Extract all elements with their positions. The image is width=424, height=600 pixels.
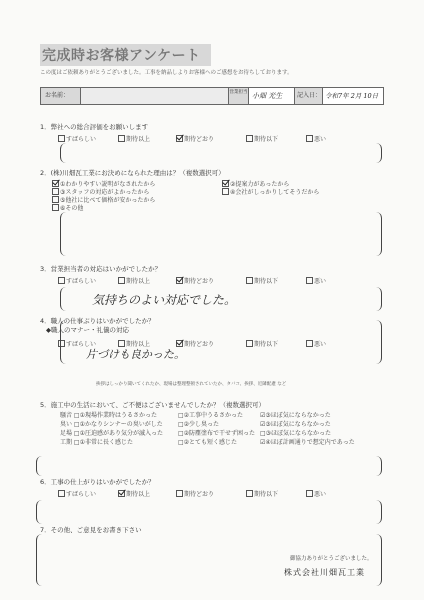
- q5-option[interactable]: ☑③ほぼ気にならなかった: [260, 412, 331, 419]
- q4-option-label: 期待どおり: [184, 341, 215, 348]
- q5-option[interactable]: 足場 □①圧迫感があり気分が滅入った: [60, 430, 163, 437]
- q2-option-label: ②提案力があったから: [230, 181, 290, 188]
- q1-option[interactable]: [118, 134, 150, 143]
- q5-option[interactable]: □②防塵塗布で干せず困った: [178, 430, 256, 437]
- q4-subheading: ◆職人のマナー・礼儀の対応: [46, 326, 129, 334]
- q2-option-label: ①わかりやすい説明がなされたから: [60, 181, 156, 188]
- q6-option[interactable]: [306, 489, 326, 498]
- q4-option-label: 悪い: [314, 341, 327, 348]
- q5-option[interactable]: ☑④ほぼ計画通りで想定内であった: [260, 439, 355, 446]
- q2-option-label: ③スタッフの対応がよかったから: [60, 189, 150, 196]
- q1-option-label: 期待どおり: [184, 136, 215, 143]
- q6-comment-box[interactable]: [36, 500, 382, 524]
- q3-option-label: 期待以上: [126, 278, 151, 285]
- q2-option-label: ⑥その他: [60, 205, 84, 212]
- q7-question: 7．その他、ご意見をお書き下さい: [40, 526, 142, 534]
- q4-option-label: 期待以下: [254, 341, 279, 348]
- q2-question: 2．(株)川畑瓦工業にお決めになられた理由は？（複数選択可）: [40, 169, 225, 177]
- q3-option[interactable]: [58, 276, 96, 285]
- checkbox-icon[interactable]: [176, 277, 183, 284]
- q6-question: 6．工事の仕上がりはいかがでしたか？: [40, 478, 155, 486]
- q6-option[interactable]: [176, 489, 214, 498]
- q3-option-label: 期待以下: [254, 278, 279, 285]
- q2-option-label: ⑤他社に比べて価格が安かったから: [60, 197, 156, 204]
- checkbox-icon[interactable]: [222, 188, 229, 195]
- q4-option-label: すばらしい: [66, 341, 97, 348]
- name-field[interactable]: [81, 88, 229, 104]
- date-value[interactable]: 令和7年 2月 10日: [325, 92, 379, 100]
- q1-option-label: すばらしい: [66, 136, 97, 143]
- q1-option[interactable]: [58, 134, 96, 143]
- form-title: 完成時お客様アンケート: [40, 44, 211, 66]
- q5-option[interactable]: □②少し臭った: [178, 421, 220, 428]
- q6-option[interactable]: [58, 489, 96, 498]
- q3-question: 3．営業担当者の対応はいかがでしたか？: [40, 265, 162, 273]
- date-label: 記入日：: [295, 88, 323, 104]
- q3-option[interactable]: [246, 276, 278, 285]
- q3-option-label: すばらしい: [66, 278, 97, 285]
- q3-option[interactable]: [176, 276, 214, 285]
- checkbox-icon[interactable]: [306, 135, 313, 142]
- q1-option[interactable]: [246, 134, 278, 143]
- staff-label: 営業担当: [229, 88, 249, 104]
- q2-option[interactable]: [52, 203, 83, 212]
- q4-comment: 片づけも良かった。: [86, 348, 185, 361]
- q5-comment-box[interactable]: [36, 456, 382, 476]
- checkbox-icon[interactable]: [58, 277, 65, 284]
- q5-option[interactable]: 工期 □①非常に長く感じた: [60, 439, 133, 446]
- thanks-text: 御協力ありがとうございました。: [290, 556, 373, 562]
- checkbox-icon[interactable]: [246, 135, 253, 142]
- checkbox-icon[interactable]: [176, 490, 183, 497]
- checkbox-icon[interactable]: [176, 135, 183, 142]
- checkbox-icon[interactable]: [52, 204, 59, 211]
- q2-option-label: ④会社がしっかりしてそうだから: [230, 189, 320, 196]
- checkbox-icon[interactable]: [246, 490, 253, 497]
- info-bar: [40, 87, 384, 105]
- q6-option-label: 期待以下: [254, 491, 279, 498]
- checkbox-icon[interactable]: [246, 277, 253, 284]
- q6-option-label: すばらしい: [66, 491, 97, 498]
- name-label: お名前：: [41, 88, 81, 104]
- q4-question: 4．職人の仕事ぶりはいかがでしたか？: [40, 317, 155, 325]
- q5-option[interactable]: 騒音 □①現場作業時はうるさかった: [60, 412, 157, 419]
- q3-option[interactable]: [118, 276, 150, 285]
- q1-option-label: 悪い: [314, 136, 327, 143]
- checkbox-icon[interactable]: [52, 188, 59, 195]
- q6-option-label: 期待以上: [126, 491, 151, 498]
- q3-comment: 気持ちのよい対応でした。: [92, 293, 237, 307]
- checkbox-icon[interactable]: [306, 490, 313, 497]
- checkbox-icon[interactable]: [58, 490, 65, 497]
- q6-option[interactable]: [246, 489, 278, 498]
- q1-question: 1．弊社への総合評価をお願いします: [40, 123, 149, 131]
- checkbox-icon[interactable]: [306, 277, 313, 284]
- q2-comment-box[interactable]: [60, 212, 382, 256]
- q5-option[interactable]: 臭い □①かなりシンナーの臭いがした: [60, 421, 163, 428]
- q6-option-label: 期待どおり: [184, 491, 215, 498]
- q1-option[interactable]: [306, 134, 326, 143]
- q5-option[interactable]: □③ほぼ気にならなかった: [260, 430, 332, 437]
- q1-option[interactable]: [176, 134, 214, 143]
- q4-note: 挨拶はしっかり聞いてくれたか、現場は整理整頓されていたか、タバコ、挨拶、近隣配慮 など: [96, 382, 287, 387]
- checkbox-icon[interactable]: [222, 180, 229, 187]
- intro-text: この度はご依頼ありがとうございました。工事を納品しよりお客様へのご感想をお待ちしております。: [40, 70, 293, 76]
- q2-option[interactable]: [222, 187, 319, 196]
- checkbox-icon[interactable]: [118, 135, 125, 142]
- q5-option[interactable]: ☑③ほぼ気にならなかった: [260, 421, 331, 428]
- checkbox-icon[interactable]: [52, 196, 59, 203]
- checkbox-icon[interactable]: [118, 490, 125, 497]
- q3-option-label: 期待どおり: [184, 278, 215, 285]
- q5-option[interactable]: □②とても短く感じた: [178, 439, 238, 446]
- q6-option-label: 悪い: [314, 491, 327, 498]
- checkbox-icon[interactable]: [52, 180, 59, 187]
- q5-option[interactable]: □②工事中うるさかった: [178, 412, 244, 419]
- q1-option-label: 期待以下: [254, 136, 279, 143]
- q5-question: 5．施工中の生活において、ご不便はございませんでしたか？（複数選択可）: [40, 401, 266, 409]
- checkbox-icon[interactable]: [118, 277, 125, 284]
- company-name: 株式会社川畑瓦工業: [284, 568, 365, 577]
- q3-option-label: 悪い: [314, 278, 327, 285]
- q3-option[interactable]: [306, 276, 326, 285]
- staff-value[interactable]: 小畑 光生: [249, 88, 295, 104]
- q1-option-label: 期待以上: [126, 136, 151, 143]
- checkbox-icon[interactable]: [58, 135, 65, 142]
- q1-comment-box[interactable]: [60, 143, 382, 163]
- q4-option-label: 期待以上: [126, 341, 151, 348]
- q6-option[interactable]: [118, 489, 150, 498]
